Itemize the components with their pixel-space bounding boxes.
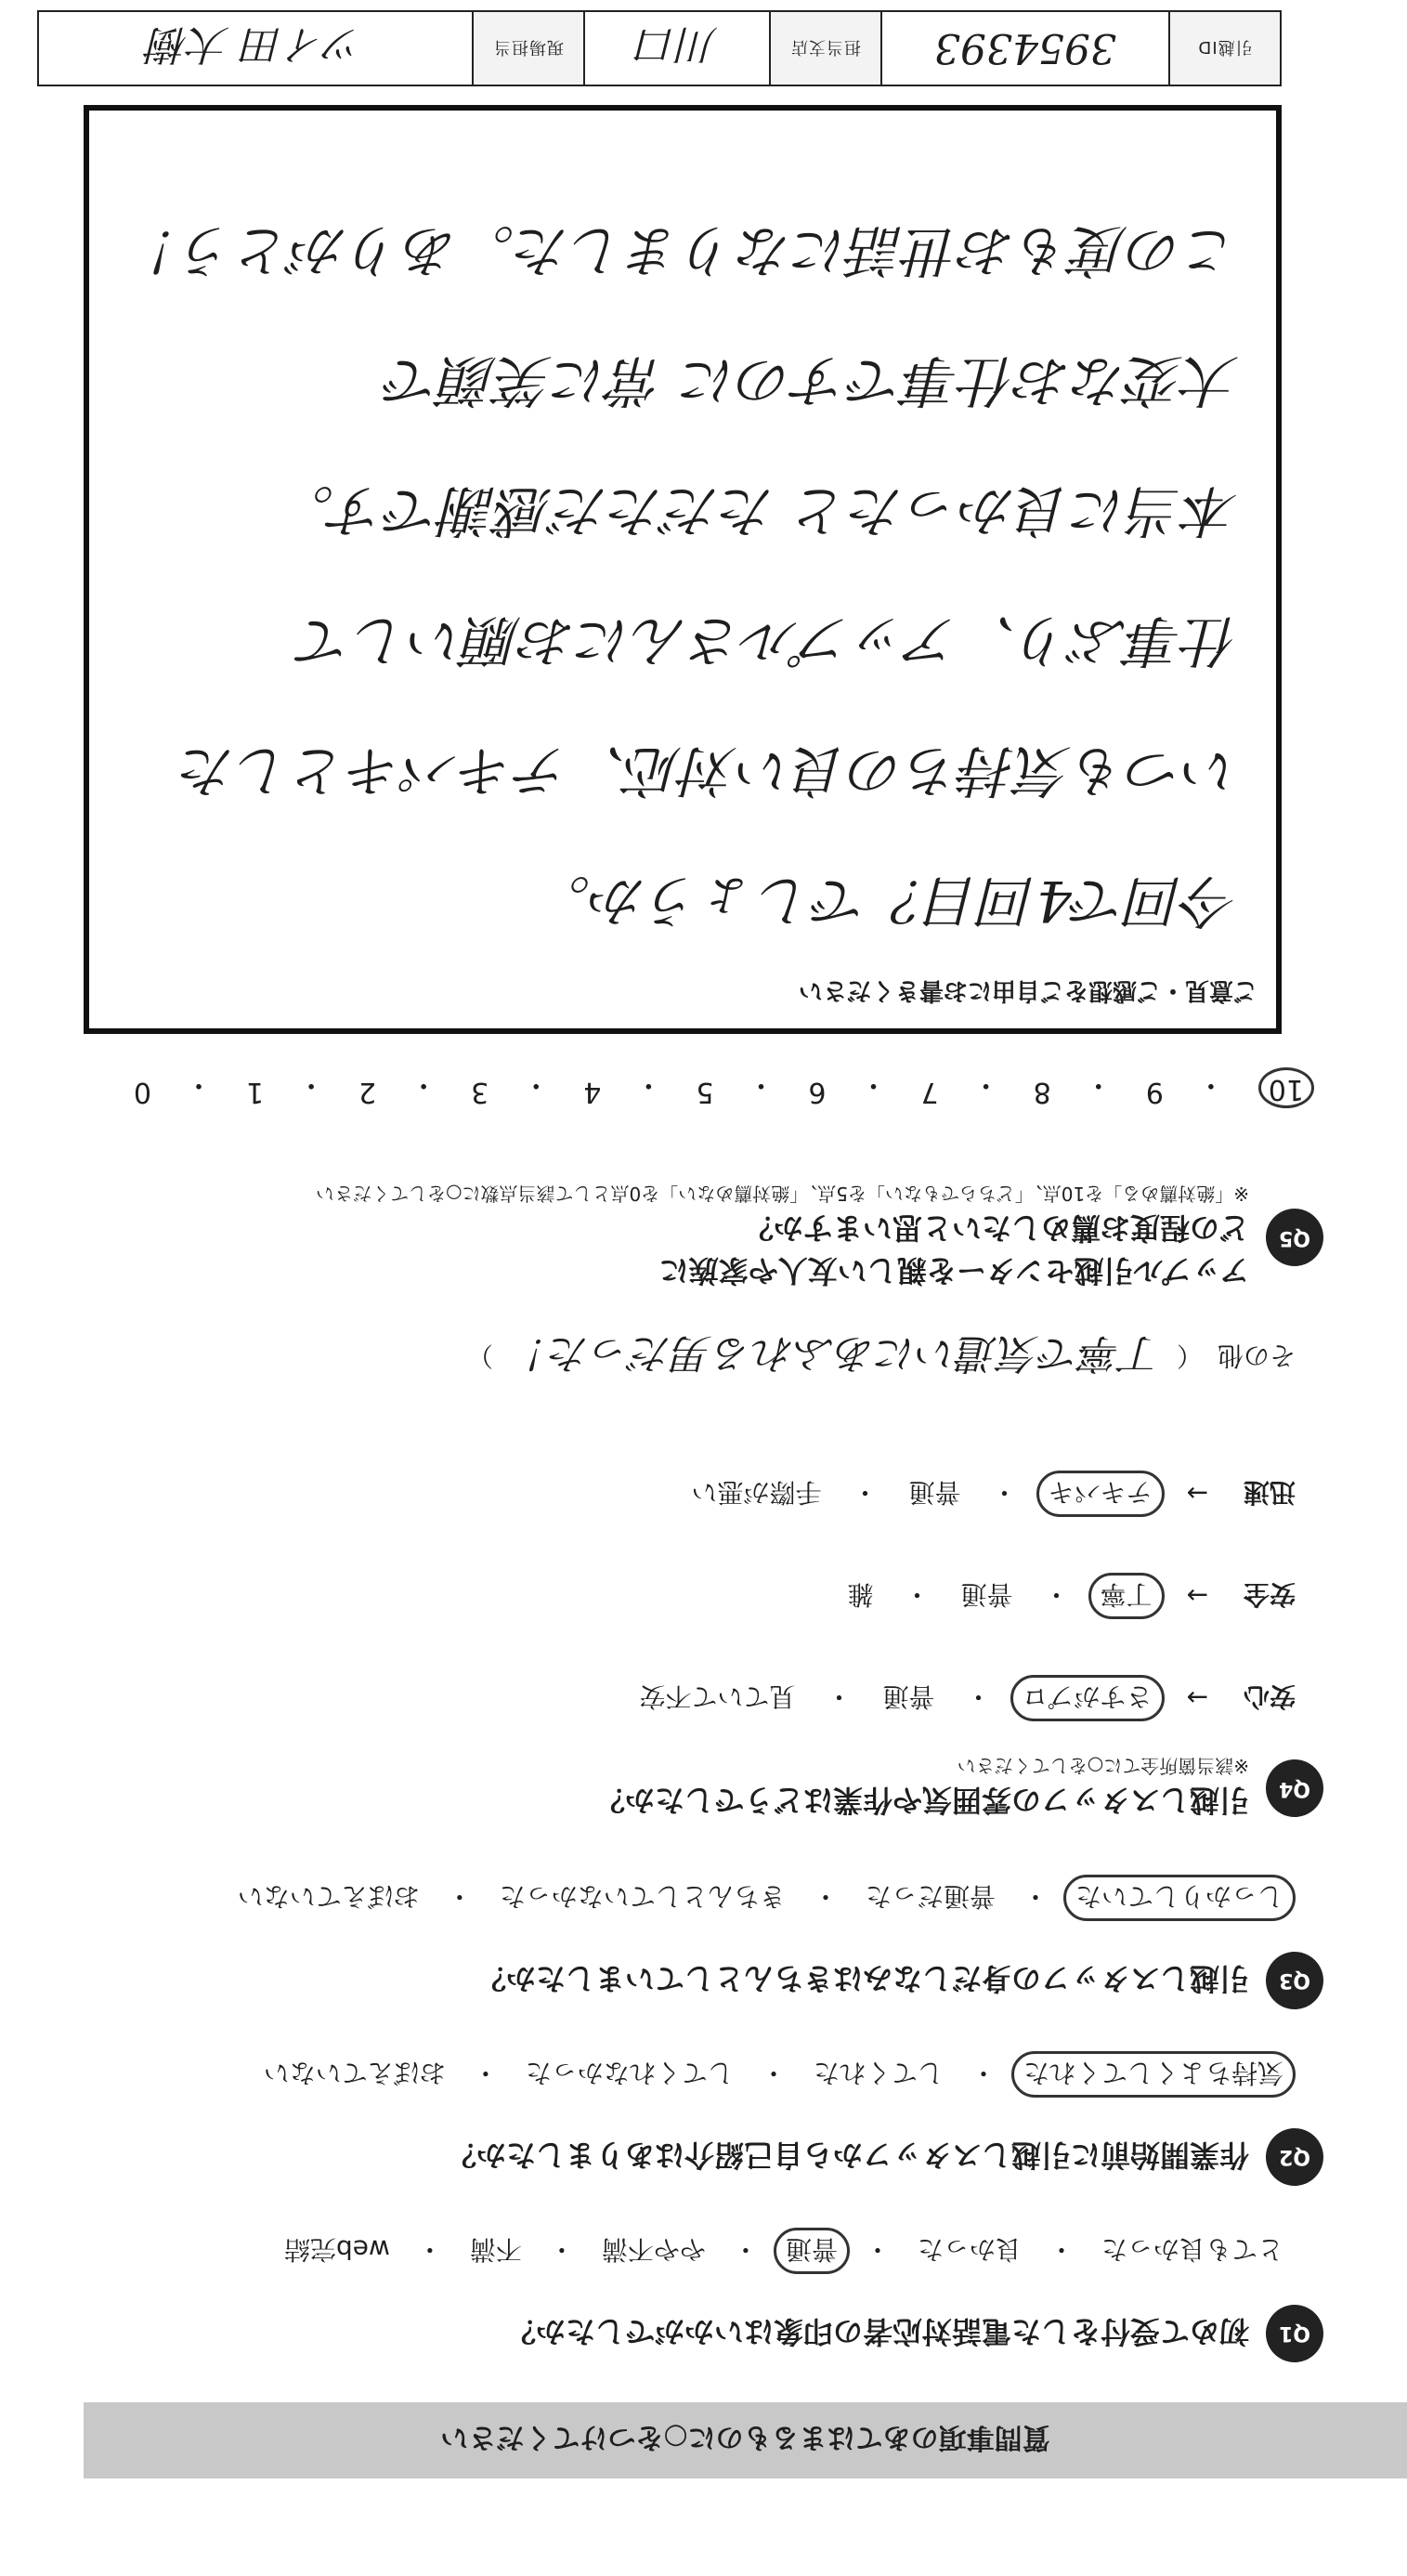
q1-options <box>272 2228 1296 2274</box>
q4-row2-option-2[interactable]: 手際が悪い <box>691 1477 822 1508</box>
q1-heading <box>506 2305 1323 2362</box>
branch-value: 川口 <box>583 12 769 85</box>
comment-line: 仕事ぶり、アップルさんにお願いして <box>297 608 1239 673</box>
q4-row-label: 安心 <box>1243 1681 1296 1712</box>
id-label: 引越ID <box>1168 12 1280 85</box>
staff-value: ツイ田 大樹 <box>148 20 363 68</box>
q4-row-label: 安全 <box>1243 1579 1296 1610</box>
q5-score-0[interactable]: 0 <box>133 1076 151 1108</box>
q4-row-anshin <box>627 1675 1296 1721</box>
separator-dot: ・ <box>1043 1579 1070 1610</box>
comment-line: 大変なお仕事ですのに 常に笑顔で <box>384 347 1239 412</box>
header-table <box>37 10 1282 86</box>
q5-text-line1: アップル引越センターを親しい友人や家族に <box>658 1253 1249 1288</box>
arrow-icon: → <box>1186 1682 1208 1714</box>
separator-dot: ・ <box>548 2234 575 2265</box>
q4-row0-option-1[interactable]: 普通 <box>882 1681 935 1712</box>
q3-option-2[interactable]: きちんとしていなかった <box>499 1881 786 1912</box>
q4-row0-option-2[interactable]: 見ていて不安 <box>639 1681 796 1712</box>
q4-row0-option-0[interactable]: さすがプロ <box>1010 1675 1165 1721</box>
q5-score-10[interactable]: 10 <box>1258 1067 1314 1108</box>
q3-option-3[interactable]: おぼえていない <box>237 1881 420 1912</box>
q4-row1-option-2[interactable]: 雑 <box>847 1579 874 1610</box>
q4-heading <box>595 1754 1323 1824</box>
q4-row-anzen <box>835 1573 1296 1619</box>
separator-dot: ・ <box>864 2234 891 2265</box>
q1-option-2[interactable]: 普通 <box>774 2228 850 2274</box>
q4-badge: Q4 <box>1266 1760 1323 1818</box>
q1-badge: Q1 <box>1266 2305 1323 2362</box>
comment-line: 今回で4回目？でしょうか。 <box>534 868 1239 933</box>
q5-score-8[interactable]: 8 <box>1033 1076 1051 1108</box>
q2-text: 作業開始前に引越しスタッフから自己紹介はありましたか？ <box>446 2138 1249 2173</box>
q5-badge: Q5 <box>1266 1210 1323 1267</box>
q3-option-0[interactable]: しっかりしていた <box>1063 1875 1296 1921</box>
q3-option-1[interactable]: 普通だった <box>865 1881 996 1912</box>
staff-label: 現場担当 <box>472 12 583 85</box>
separator-dot: ・ <box>522 1068 551 1101</box>
q1-text: 初めて受付をした電話対応者の印象はいかがでしたか？ <box>505 2314 1249 2349</box>
q4-row1-option-1[interactable]: 普通 <box>960 1579 1013 1610</box>
separator-dot: ・ <box>859 1068 888 1101</box>
q5-score-7[interactable]: 7 <box>920 1076 939 1108</box>
separator-dot: ・ <box>472 2058 499 2088</box>
separator-dot: ・ <box>991 1477 1018 1508</box>
q4-row-label: 迅速 <box>1243 1477 1296 1508</box>
separator-dot: ・ <box>1196 1068 1225 1101</box>
q4-other: その他 （ 丁寧で気遣いにあふれる男だった！ ） <box>88 1327 1296 1387</box>
q5-score-6[interactable]: 6 <box>808 1076 827 1108</box>
q5-score-4[interactable]: 4 <box>583 1076 602 1108</box>
q5-score-2[interactable]: 2 <box>358 1076 377 1108</box>
id-value: 3954393 <box>880 12 1168 85</box>
q1-option-5[interactable]: web完結 <box>283 2234 390 2265</box>
q2-option-0[interactable]: 気持ちよくしてくれた <box>1011 2051 1296 2098</box>
q4-row-jinsoku <box>679 1471 1296 1517</box>
q3-text: 引越しスタッフの身だしなみはきちんとしていましたか？ <box>476 1961 1249 1996</box>
branch-label: 担当支店 <box>769 12 880 85</box>
separator-dot: ・ <box>1022 1881 1049 1912</box>
q1-option-3[interactable]: やや不満 <box>601 2234 706 2265</box>
q2-option-3[interactable]: おぼえていない <box>263 2058 446 2088</box>
arrow-icon: → <box>1186 1478 1208 1510</box>
q2-option-2[interactable]: してくれなかった <box>525 2058 734 2088</box>
q5-note: ※「絶対薦める」を10点、「どちらでもない」を5点、「絶対薦めない」を0点として該当点数に○をしてください <box>316 1183 1249 1205</box>
separator-dot: ・ <box>826 1681 853 1712</box>
q5-score-1[interactable]: 1 <box>245 1076 265 1108</box>
q1-option-0[interactable]: とても良かった <box>1101 2234 1283 2265</box>
q4-note: ※該当箇所全てに○をしてください <box>957 1755 1249 1777</box>
q3-options <box>226 1875 1296 1921</box>
q4-row2-option-0[interactable]: テキパキ <box>1036 1471 1165 1517</box>
separator-dot: ・ <box>184 1068 213 1101</box>
separator-dot: ・ <box>971 1068 1000 1101</box>
separator-dot: ・ <box>634 1068 663 1101</box>
comment-line: 本当に良かったと ただただ感謝です。 <box>278 477 1239 543</box>
separator-dot: ・ <box>970 2058 997 2088</box>
separator-dot: ・ <box>1084 1068 1113 1101</box>
separator-dot: ・ <box>904 1579 931 1610</box>
q1-option-1[interactable]: 良かった <box>917 2234 1022 2265</box>
q5-score-3[interactable]: 3 <box>471 1076 489 1108</box>
separator-dot: ・ <box>965 1681 992 1712</box>
separator-dot: ・ <box>760 2058 787 2088</box>
comment-line: いつも気持ちの良い対応、テキパキとした <box>180 738 1239 803</box>
q4-text: 引越しスタッフの雰囲気や作業はどうでしたか？ <box>594 1783 1249 1818</box>
q5-score-5[interactable]: 5 <box>696 1076 714 1108</box>
q2-heading <box>447 2128 1323 2186</box>
q4-other-label: その他 <box>1217 1340 1296 1371</box>
separator-dot: ・ <box>410 1068 438 1101</box>
q5-score-9[interactable]: 9 <box>1145 1076 1164 1108</box>
comment-heading: ご意見・ご感想をご自由にお書きください <box>798 976 1257 1004</box>
comment-line: この度もお世話になりました。ありがとう！ <box>124 217 1239 282</box>
q4-row1-option-0[interactable]: 丁寧 <box>1088 1573 1165 1619</box>
q5-heading <box>316 1182 1323 1294</box>
q2-option-1[interactable]: してくれた <box>813 2058 944 2088</box>
q4-row2-option-1[interactable]: 普通 <box>908 1477 961 1508</box>
arrow-icon: → <box>1186 1580 1208 1612</box>
separator-dot: ・ <box>446 1881 473 1912</box>
q1-option-4[interactable]: 不満 <box>469 2234 522 2265</box>
q3-badge: Q3 <box>1266 1952 1323 2009</box>
separator-dot: ・ <box>297 1068 326 1101</box>
q2-badge: Q2 <box>1266 2128 1323 2186</box>
separator-dot: ・ <box>747 1068 775 1101</box>
q4-other-text: 丁寧で気遣いにあふれる男だった！ <box>507 1329 1162 1377</box>
instruction-banner: 質問事項のあてはまるものに○をつけてください <box>84 2402 1407 2478</box>
q2-options <box>252 2051 1296 2098</box>
q5-text-line2: どの程度お薦めしたいと思いますか？ <box>743 1210 1249 1246</box>
separator-dot: ・ <box>852 1477 879 1508</box>
comment-box <box>84 105 1282 1034</box>
q5-scale <box>134 1067 1314 1108</box>
q3-heading <box>476 1952 1323 2009</box>
separator-dot: ・ <box>1048 2234 1075 2265</box>
separator-dot: ・ <box>812 1881 839 1912</box>
separator-dot: ・ <box>416 2234 443 2265</box>
separator-dot: ・ <box>732 2234 759 2265</box>
